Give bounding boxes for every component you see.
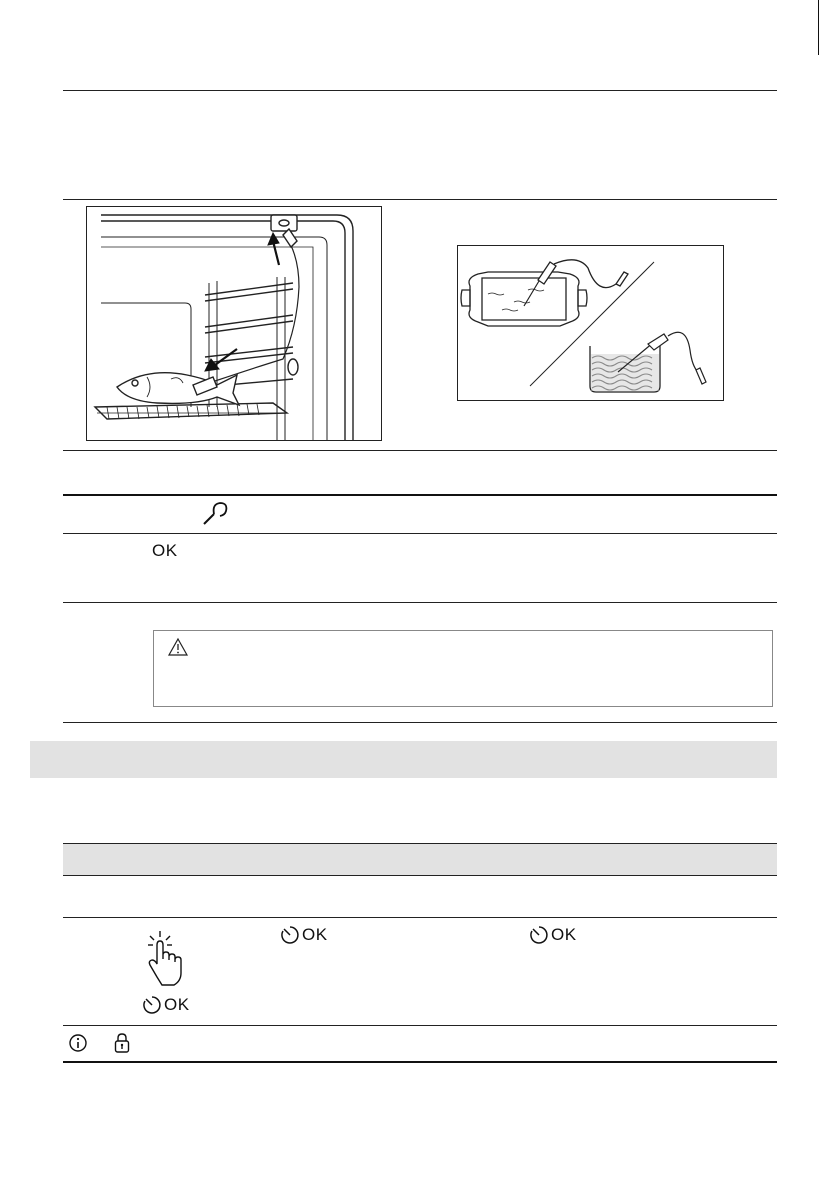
table-rule: [63, 1061, 777, 1063]
table-rule: [63, 494, 777, 496]
table-rule: [63, 722, 777, 723]
table-rule: [63, 199, 777, 200]
info-icon: [68, 1033, 88, 1053]
timer-icon: [142, 995, 162, 1015]
table-rule: [63, 90, 777, 91]
timer-ok-label: OK: [164, 995, 190, 1014]
timer-ok-label: OK: [551, 925, 577, 944]
page-cut-mark: [818, 0, 819, 55]
table-rule: [63, 450, 777, 451]
touch-hand-icon: [140, 927, 196, 989]
warning-box: [153, 630, 773, 707]
lock-icon: [113, 1032, 131, 1054]
table-rule: [63, 533, 777, 534]
sensor-placement-illustration: [458, 246, 723, 400]
table-header: [63, 843, 777, 876]
oven-sensor-figure: [86, 206, 382, 441]
section-heading-band: [30, 741, 777, 778]
probe-icon: [200, 500, 232, 526]
table-rule: [63, 602, 777, 603]
warning-icon: [167, 637, 189, 657]
timer-ok-label: OK: [302, 925, 328, 944]
oven-sensor-illustration: [87, 207, 381, 440]
ok-label: OK: [152, 541, 178, 560]
timer-icon: [280, 925, 300, 945]
sensor-placement-figure: [457, 245, 724, 401]
table-rule: [63, 1025, 777, 1026]
timer-icon: [529, 925, 549, 945]
table-rule: [63, 917, 777, 918]
